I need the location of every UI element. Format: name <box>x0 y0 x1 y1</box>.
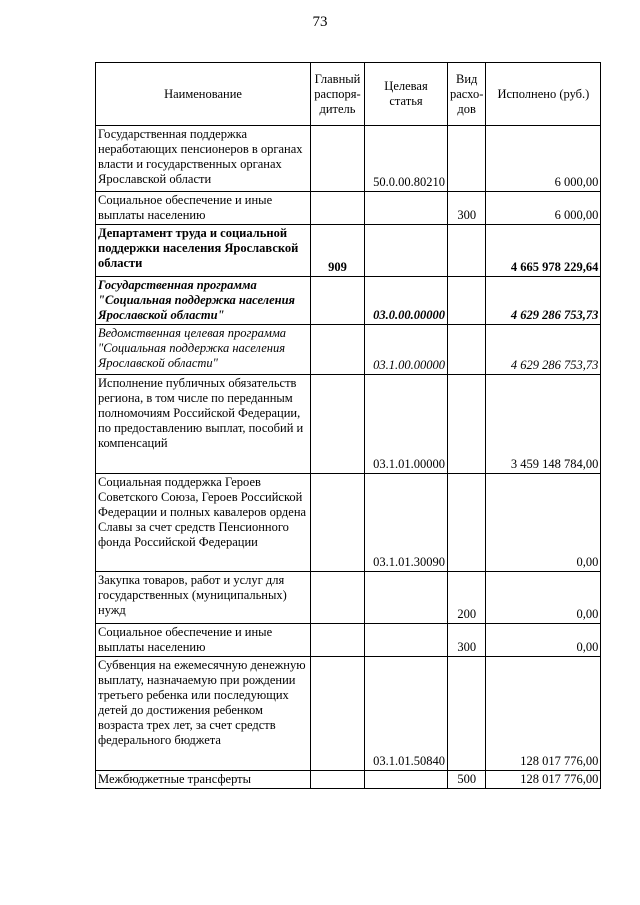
row-type <box>448 657 486 771</box>
page-number: 73 <box>312 14 328 30</box>
table-row <box>96 126 601 192</box>
table-row <box>96 474 601 572</box>
row-admin <box>311 375 365 474</box>
row-amount: 4 629 286 753,73 <box>486 277 601 325</box>
row-type: 500 <box>448 771 486 789</box>
row-target: 03.1.01.00000 <box>365 375 448 474</box>
table-row <box>96 325 601 375</box>
table-row <box>96 572 601 624</box>
row-target: 03.1.01.50840 <box>365 657 448 771</box>
row-name: Межбюджетные трансферты <box>96 771 311 789</box>
budget-table <box>95 62 601 789</box>
row-amount: 4 629 286 753,73 <box>486 325 601 375</box>
row-type <box>448 325 486 375</box>
row-amount: 3 459 148 784,00 <box>486 375 601 474</box>
row-type <box>448 375 486 474</box>
row-type <box>448 225 486 277</box>
row-amount: 0,00 <box>486 474 601 572</box>
row-amount: 4 665 978 229,64 <box>486 225 601 277</box>
row-name: Социальное обеспечение и иные выплаты населению <box>96 624 311 657</box>
row-name: Социальная поддержка Героев Советского Союза, Героев Российской Федерации и полных кавалеров ордена Славы за счет средств Пенсионного фонда Российской Федерации <box>96 474 311 572</box>
table-row <box>96 225 601 277</box>
col-header-type: Вид расхо-дов <box>448 63 486 126</box>
row-admin <box>311 325 365 375</box>
row-admin <box>311 657 365 771</box>
row-admin <box>311 277 365 325</box>
col-header-executed: Исполнено (руб.) <box>486 63 601 126</box>
row-type <box>448 474 486 572</box>
row-type: 200 <box>448 572 486 624</box>
col-header-target: Целевая статья <box>365 63 448 126</box>
row-target <box>365 771 448 789</box>
table-header-row <box>96 63 601 126</box>
row-admin: 909 <box>311 225 365 277</box>
row-amount: 6 000,00 <box>486 192 601 225</box>
row-admin <box>311 572 365 624</box>
row-name: Субвенция на ежемесячную денежную выплату, назначаемую при рождении третьего ребенка или последующих детей до достижения ребенком возраста трех лет, за счет средств федерального бюджета <box>96 657 311 771</box>
row-type <box>448 277 486 325</box>
table-row <box>96 277 601 325</box>
row-admin <box>311 192 365 225</box>
row-type <box>448 126 486 192</box>
row-name: Ведомственная целевая программа "Социальная поддержка населения Ярославской области" <box>96 325 311 375</box>
row-type: 300 <box>448 192 486 225</box>
row-amount: 128 017 776,00 <box>486 657 601 771</box>
row-target: 03.0.00.00000 <box>365 277 448 325</box>
row-name: Государственная поддержка неработающих пенсионеров в органах власти и государственных органах Ярославской области <box>96 126 311 192</box>
col-header-admin: Главный распоря-дитель <box>311 63 365 126</box>
row-amount: 0,00 <box>486 624 601 657</box>
row-amount: 0,00 <box>486 572 601 624</box>
row-name: Социальное обеспечение и иные выплаты населению <box>96 192 311 225</box>
row-target <box>365 192 448 225</box>
row-name: Государственная программа "Социальная поддержка населения Ярославской области" <box>96 277 311 325</box>
row-type: 300 <box>448 624 486 657</box>
row-name: Закупка товаров, работ и услуг для государственных (муниципальных) нужд <box>96 572 311 624</box>
row-target <box>365 225 448 277</box>
col-header-name: Наименование <box>96 63 311 126</box>
row-name: Департамент труда и социальной поддержки населения Ярославской области <box>96 225 311 277</box>
row-admin <box>311 771 365 789</box>
row-name: Исполнение публичных обязательств региона, в том числе по переданным полномочиям Российской Федерации, по предоставлению выплат, пособий и компенсаций <box>96 375 311 474</box>
table-row <box>96 657 601 771</box>
row-admin <box>311 474 365 572</box>
row-admin <box>311 126 365 192</box>
row-amount: 128 017 776,00 <box>486 771 601 789</box>
row-target <box>365 624 448 657</box>
table-row <box>96 375 601 474</box>
table-row <box>96 192 601 225</box>
row-target: 03.1.01.30090 <box>365 474 448 572</box>
table-row <box>96 624 601 657</box>
row-target: 03.1.00.00000 <box>365 325 448 375</box>
row-amount: 6 000,00 <box>486 126 601 192</box>
row-target <box>365 572 448 624</box>
row-target: 50.0.00.80210 <box>365 126 448 192</box>
row-admin <box>311 624 365 657</box>
table-row <box>96 771 601 789</box>
